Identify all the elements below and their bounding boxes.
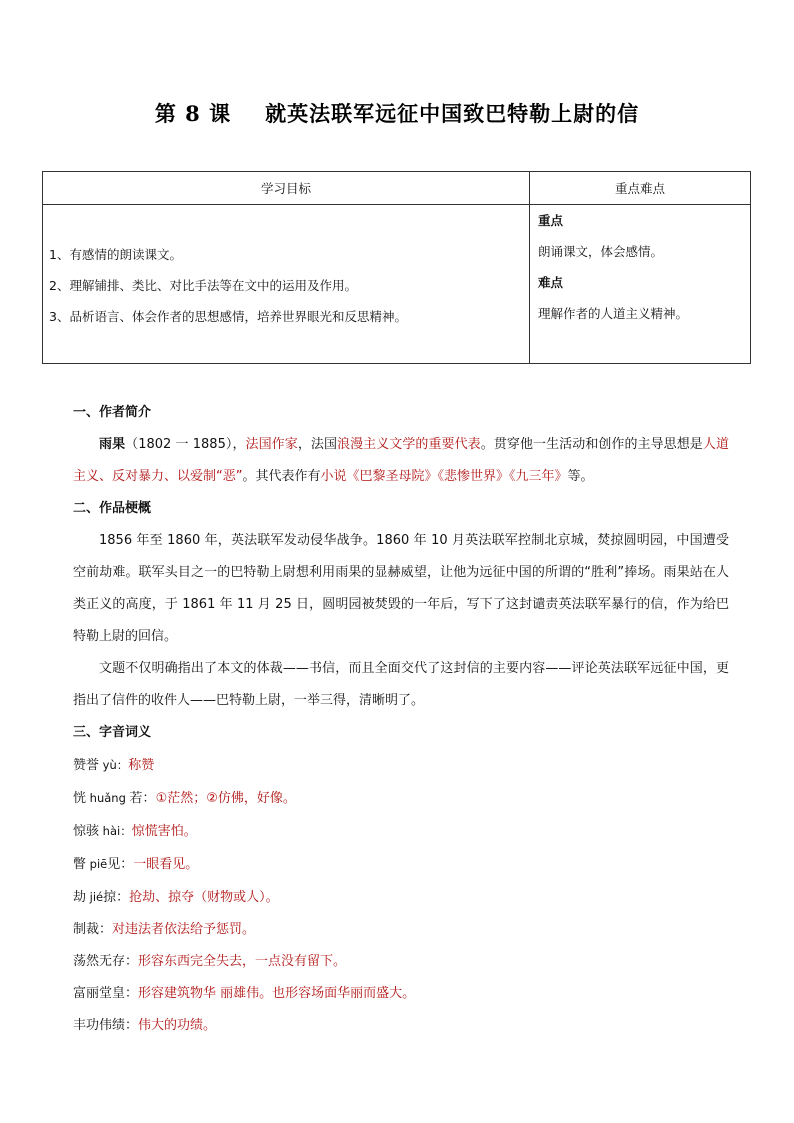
vocab-item	[73, 881, 729, 914]
vocab-pinyin: piē	[86, 857, 108, 871]
vocab-meaning: 形容东西完全失去，一点没有留下。	[138, 954, 347, 969]
vocab-term: 恍	[73, 791, 87, 806]
vocab-item	[73, 782, 729, 815]
author-intro-paragraph: 雨果（1802 一 1885），法国作家，法国浪漫主义文学的重要代表。贯穿他一生活动和创作的主导思想是人道主义、反对暴力、以爱制“恶”。其代表作有小说《巴黎圣母院》《悲惨世界》《九三年》等。	[73, 437, 729, 484]
goal-item: 2、理解铺排、类比、对比手法等在文中的运用及作用。	[49, 278, 357, 293]
synopsis-paragraph: 1856 年至 1860 年，英法联军发动侵华战争。1860 年 10 月英法联军控制北京城，焚掠圆明园，中国遭受空前劫难。联军头目之一的巴特勒上尉想利用雨果的显赫威望，让他为远征中国的所谓的“胜利”捧场。雨果站在人类正义的高度，于 1861 年 11 月 25 日，圆明园被焚毁的一年后，写下了这封谴责英法联军暴行的信，作为给巴特勒上尉的回信。	[73, 533, 729, 644]
objectives-table	[42, 171, 751, 364]
vocab-item	[73, 1010, 729, 1042]
keypoints-cell	[530, 205, 751, 364]
vocab-term: 丰功伟绩：	[73, 1018, 139, 1033]
difficult-text: 理解作者的人道主义精神。	[538, 306, 689, 321]
vocab-term: 荡然无存：	[73, 954, 139, 969]
vocab-item	[73, 815, 729, 848]
vocab-term: 惊骇	[73, 824, 100, 839]
vocab-meaning: 伟大的功绩。	[138, 1018, 217, 1033]
vocab-pinyin: jié	[86, 890, 104, 904]
vocab-meaning: 惊慌害怕。	[131, 824, 197, 839]
synopsis-paragraph: 文题不仅明确指出了本文的体裁——书信，而且全面交代了这封信的主要内容——评论英法联军远征中国，更指出了信件的收件人——巴特勒上尉，一举三得，清晰明了。	[73, 661, 729, 708]
vocab-pinyin: hài：	[99, 824, 132, 838]
keypoints-header: 重点难点	[530, 172, 751, 205]
vocab-meaning: ①茫然；②仿佛，好像。	[155, 791, 296, 806]
vocab-suffix: 见：	[107, 857, 134, 872]
section-heading: 二、作品梗概	[73, 501, 152, 516]
vocab-term: 劫	[73, 890, 87, 905]
vocab-suffix: 掠：	[103, 890, 130, 905]
goals-cell	[43, 205, 530, 364]
vocab-meaning: 对违法者依法给予惩罚。	[112, 922, 256, 937]
main-content	[73, 397, 729, 1042]
section-heading: 三、字音词义	[73, 725, 152, 740]
vocab-list	[73, 749, 729, 1042]
vocab-meaning: 一眼看见。	[133, 857, 199, 872]
vocab-item	[73, 978, 729, 1010]
goal-item: 3、品析语言、体会作者的思想感情，培养世界眼光和反思精神。	[49, 309, 407, 324]
goal-item: 1、有感情的朗读课文。	[49, 247, 182, 262]
vocab-item	[73, 749, 729, 782]
section-heading: 一、作者简介	[73, 405, 152, 420]
vocab-meaning: 称赞	[128, 758, 155, 773]
vocab-pinyin: huǎng	[86, 791, 130, 805]
vocab-item	[73, 848, 729, 881]
vocab-meaning: 形容建筑物华 丽雄伟。也形容场面华丽而盛大。	[138, 986, 416, 1001]
vocab-pinyin: yù：	[99, 758, 129, 772]
difficult-label: 难点	[538, 275, 564, 290]
author-name: 雨果	[99, 437, 126, 452]
key-text: 朗诵课文，体会感情。	[538, 244, 664, 259]
vocab-term: 富丽堂皇：	[73, 986, 139, 1001]
key-label: 重点	[538, 213, 564, 228]
lesson-name: 就英法联军远征中国致巴特勒上尉的信	[265, 101, 640, 126]
goals-header: 学习目标	[43, 172, 530, 205]
page-title	[0, 98, 794, 128]
lesson-number: 第 8 课	[154, 101, 232, 126]
vocab-item	[73, 946, 729, 978]
vocab-term: 赞誉	[73, 758, 100, 773]
vocab-suffix: 若：	[129, 791, 156, 806]
vocab-item	[73, 914, 729, 946]
vocab-term: 瞥	[73, 857, 87, 872]
vocab-term: 制裁：	[73, 922, 113, 937]
vocab-meaning: 抢劫、掠夺（财物或人）。	[129, 890, 279, 905]
